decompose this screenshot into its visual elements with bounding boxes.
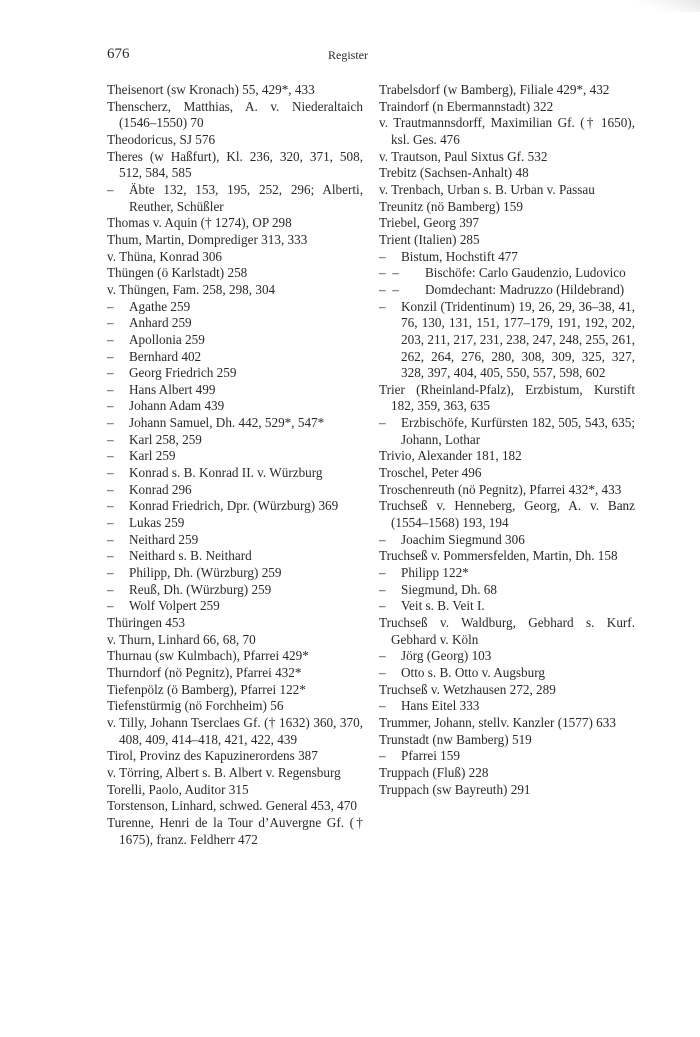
entry-text: Bischöfe: Carlo Gaudenzio, Ludovico [425,265,626,281]
entry-text: Hans Eitel 333 [401,698,480,714]
index-subentry [379,415,635,448]
entry-text: Truchseß v. Henneberg, Georg, A. v. Banz (1554–1568) 193, 194 [379,498,635,531]
index-subentry [107,482,363,499]
index-entry [107,215,363,232]
entry-text: Theisenort (sw Kronach) 55, 429*, 433 [107,82,315,97]
index-subentry [107,349,363,366]
index-subentry [107,565,363,582]
index-entry [107,648,363,665]
subentry-dash: – [107,365,114,381]
index-entry [379,165,635,182]
entry-text: Troschenreuth (nö Pegnitz), Pfarrei 432*, 433 [379,481,622,497]
entry-text: Thüringen 453 [107,615,186,630]
index-entry [379,182,635,199]
entry-text: Joachim Siegmund 306 [401,531,525,547]
entry-text: Truchseß v. Wetzhausen 272, 289 [379,681,556,697]
subentry-dash: – [379,531,386,547]
entry-text: Siegmund, Dh. 68 [401,581,497,597]
index-subentry [379,698,635,715]
entry-text: Trier (Rheinland-Pfalz), Erzbistum, Kurstift 182, 359, 363, 635 [379,381,635,414]
entry-text: Treunitz (nö Bamberg) 159 [379,198,523,214]
entry-text: Domdechant: Madruzzo (Hildebrand) [425,281,625,297]
index-subentry [107,432,363,449]
index-entry [107,232,363,249]
subentry-dash: – [379,248,386,264]
index-subentry [107,582,363,599]
index-subentry [379,648,635,665]
entry-text: Konrad Friedrich, Dpr. (Würzburg) 369 [129,498,339,514]
entry-text: Trient (Italien) 285 [379,231,480,247]
entry-text: Konzil (Tridentinum) 19, 26, 29, 36–38, 41, 76, 130, 131, 151, 177–179, 191, 192, 202, 203, 211, 217, 231, 238, 247, 248, 255, 261, 262, 264, 276, 280, 308, 309, 325, 327, 328, 397, 404, 405, 550, 557, 598, 602 [401,298,635,381]
index-subentry [379,565,635,582]
entry-text: Georg Friedrich 259 [129,365,237,381]
entry-text: Truppach (Fluß) 228 [379,764,489,780]
subentry-dash: – [379,664,386,680]
subentry-dash: – [379,298,386,314]
entry-text: Anhard 259 [129,315,192,331]
entry-text: Trunstadt (nw Bamberg) 519 [379,731,532,747]
entry-text: Karl 259 [129,448,176,464]
index-entry [107,782,363,799]
index-subentry [379,265,635,282]
page-number: 676 [107,46,130,62]
subentry-dash: – [379,748,386,764]
running-head: Register [328,48,368,62]
subentry-dash: – [107,331,114,347]
entry-text: Traindorf (n Ebermannstadt) 322 [379,98,554,114]
subentry-dash: – [107,481,114,497]
index-entry [107,615,363,632]
entry-text: Truchseß v. Waldburg, Gebhard s. Kurf. Gebhard v. Köln [379,615,635,647]
subentry-dash: – [107,548,114,564]
index-entry [107,99,363,132]
subentry-dash: – [107,181,114,197]
entry-text: Lukas 259 [129,515,185,531]
entry-text: v. Thüna, Konrad 306 [107,248,223,264]
subentry-dash: – [107,565,114,581]
entry-text: v. Trautmannsdorff, Maximilian Gf. († 1650), ksl. Ges. 476 [379,115,635,147]
index-entry [379,615,635,648]
entry-text: Trabelsdorf (w Bamberg), Filiale 429*, 432 [379,82,610,97]
index-subentry [379,748,635,765]
index-entry [107,665,363,682]
index-subentry [107,448,363,465]
index-entry [107,632,363,649]
entry-text: Pfarrei 159 [401,748,460,764]
index-entry [107,149,363,182]
index-entry [379,782,635,799]
subentry-dash: – [107,465,114,481]
index-entry [379,498,635,531]
index-entry [379,82,635,99]
subentry-dash: – [107,598,114,614]
entry-text: Jörg (Georg) 103 [401,648,492,664]
entry-text: Truchseß v. Pommersfelden, Martin, Dh. 158 [379,548,618,564]
index-subentry [107,299,363,316]
entry-text: Apollonia 259 [129,331,205,347]
subentry-dash: – [107,531,114,547]
entry-text: Neithard 259 [129,531,199,547]
index-subentry [379,598,635,615]
index-entry [379,99,635,116]
entry-text: v. Thurn, Linhard 66, 68, 70 [107,631,256,647]
index-entry [379,732,635,749]
index-entry [107,815,363,848]
index-entry [107,682,363,699]
entry-text: Tiefenstürmig (nö Forchheim) 56 [107,698,284,714]
index-subentry [107,398,363,415]
entry-text: Konrad s. B. Konrad II. v. Würzburg [129,465,323,481]
subentry-dash: – [379,565,386,581]
subentry-dash: – [379,581,386,597]
subentry-dash: – – [379,281,399,297]
subentry-dash: – [107,498,114,514]
entry-text: v. Thüngen, Fam. 258, 298, 304 [107,281,276,297]
subentry-dash: – [379,698,386,714]
entry-text: Reuß, Dh. (Würzburg) 259 [129,581,272,597]
index-subentry [379,249,635,266]
entry-text: Trummer, Johann, stellv. Kanzler (1577) 633 [379,714,616,730]
index-subentry [107,315,363,332]
index-column-right [379,82,635,798]
entry-text: Troschel, Peter 496 [379,465,482,481]
index-entry [379,482,635,499]
index-entry [379,115,635,148]
index-subentry [107,515,363,532]
entry-text: Theres (w Haßfurt), Kl. 236, 320, 371, 508, 512, 584, 585 [107,148,363,181]
entry-text: Thurnau (sw Kulmbach), Pfarrei 429* [107,648,309,664]
entry-text: Tirol, Provinz des Kapuzinerordens 387 [107,748,318,764]
page-corner-shadow [630,0,700,12]
entry-text: Trivio, Alexander 181, 182 [379,448,522,464]
entry-text: Theodoricus, SJ 576 [107,131,216,147]
index-subentry [379,582,635,599]
subentry-dash: – [107,348,114,364]
index-entry [107,82,363,99]
index-entry [379,149,635,166]
entry-text: v. Trenbach, Urban s. B. Urban v. Passau [379,181,595,197]
subentry-dash: – [107,515,114,531]
subentry-dash: – [379,648,386,664]
entry-text: Neithard s. B. Neithard [129,548,252,564]
entry-text: Karl 258, 259 [129,431,202,447]
index-subentry [107,382,363,399]
index-subentry [379,282,635,299]
entry-text: Thomas v. Aquin († 1274), OP 298 [107,215,292,231]
entry-text: Truppach (sw Bayreuth) 291 [379,781,531,797]
index-subentry [107,332,363,349]
index-subentry [107,365,363,382]
subentry-dash: – [107,298,114,314]
entry-text: Otto s. B. Otto v. Augsburg [401,664,545,680]
index-subentry [379,665,635,682]
entry-text: Thum, Martin, Domprediger 313, 333 [107,231,308,247]
entry-text: Turenne, Henri de la Tour d’Auvergne Gf. († 1675), franz. Feldherr 472 [107,814,363,847]
index-entry [107,282,363,299]
index-entry [379,382,635,415]
entry-text: Bistum, Hochstift 477 [401,248,518,264]
index-entry [379,682,635,699]
index-entry [379,448,635,465]
entry-text: Hans Albert 499 [129,381,216,397]
index-subentry [379,532,635,549]
entry-text: Triebel, Georg 397 [379,215,480,231]
entry-text: Thenscherz, Matthias, A. v. Niederaltaich (1546–1550) 70 [107,98,363,131]
entry-text: Agathe 259 [129,298,191,314]
index-entry [379,465,635,482]
index-entry [379,715,635,732]
entry-text: Bernhard 402 [129,348,202,364]
index-entry [107,249,363,266]
entry-text: Wolf Volpert 259 [129,598,220,614]
subentry-dash: – [379,598,386,614]
index-entry [379,199,635,216]
index-entry [379,548,635,565]
index-subentry [107,182,363,215]
entry-text: v. Trautson, Paul Sixtus Gf. 532 [379,148,548,164]
index-subentry [107,532,363,549]
index-entry [379,215,635,232]
index-entry [107,265,363,282]
subentry-dash: – [107,315,114,331]
index-entry [379,765,635,782]
index-subentry [107,598,363,615]
entry-text: Erzbischöfe, Kurfürsten 182, 505, 543, 635; Johann, Lothar [401,415,635,447]
subentry-dash: – [107,581,114,597]
subentry-dash: – [107,381,114,397]
entry-text: v. Törring, Albert s. B. Albert v. Regensburg [107,764,341,780]
entry-text: Veit s. B. Veit I. [401,598,485,614]
entry-text: Thüngen (ö Karlstadt) 258 [107,265,248,281]
entry-text: Konrad 296 [129,481,192,497]
entry-text: Philipp, Dh. (Würzburg) 259 [129,565,282,581]
index-entry [107,698,363,715]
entry-text: v. Tilly, Johann Tserclaes Gf. († 1632) 360, 370, 408, 409, 414–418, 421, 422, 439 [107,714,363,747]
index-subentry [107,415,363,432]
index-entry [379,232,635,249]
index-entry [107,132,363,149]
subentry-dash: – [379,415,386,431]
entry-text: Johann Adam 439 [129,398,225,414]
index-column-left [107,82,363,848]
subentry-dash: – [107,398,114,414]
entry-text: Tiefenpölz (ö Bamberg), Pfarrei 122* [107,681,306,697]
entry-text: Johann Samuel, Dh. 442, 529*, 547* [129,415,325,431]
entry-text: Philipp 122* [401,565,469,581]
index-entry [107,748,363,765]
index-entry [107,765,363,782]
index-subentry [379,299,635,382]
entry-text: Torelli, Paolo, Auditor 315 [107,781,249,797]
subentry-dash: – [107,448,114,464]
entry-text: Thurndorf (nö Pegnitz), Pfarrei 432* [107,664,302,680]
index-subentry [107,548,363,565]
subentry-dash: – [107,431,114,447]
entry-text: Torstenson, Linhard, schwed. General 453, 470 [107,798,357,814]
index-entry [107,715,363,748]
index-entry [107,798,363,815]
index-subentry [107,465,363,482]
entry-text: Äbte 132, 153, 195, 252, 296; Alberti, Reuther, Schüßler [129,181,363,214]
subentry-dash: – – [379,265,399,281]
subentry-dash: – [107,415,114,431]
entry-text: Trebitz (Sachsen-Anhalt) 48 [379,165,529,181]
index-subentry [107,498,363,515]
